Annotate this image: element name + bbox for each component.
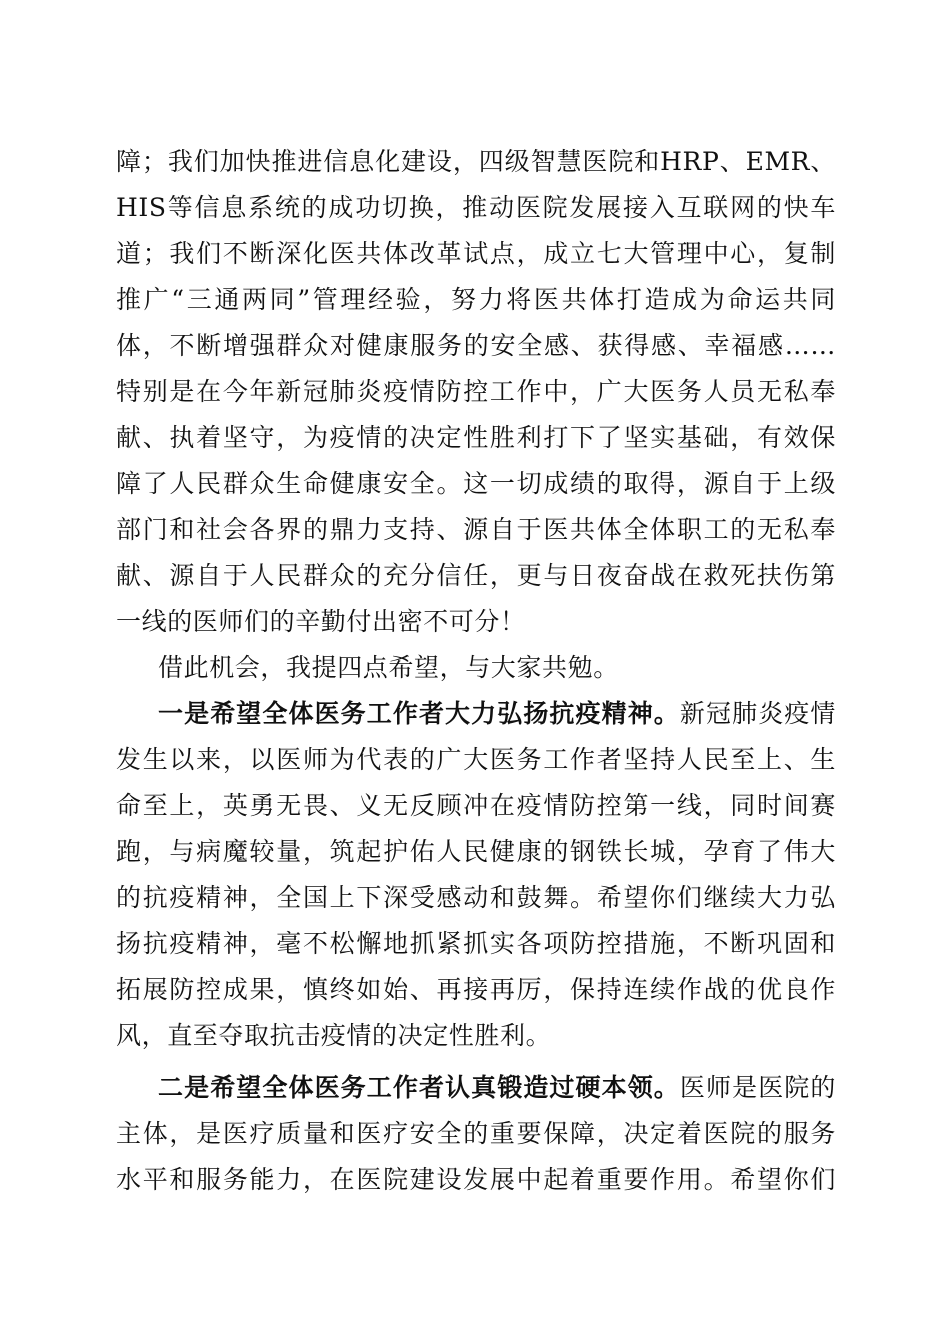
body-line-7: 献、执着坚守，为疫情的决定性胜利打下了坚实基础，有效保: [116, 423, 836, 452]
point1-line-6: 扬抗疫精神，毫不松懈地抓紧抓实各项防控措施，不断巩固和: [116, 929, 836, 958]
point2-heading: 二是希望全体医务工作者认真锻造过硬本领。: [158, 1073, 680, 1102]
hope-intro: 借此机会，我提四点希望，与大家共勉。: [158, 653, 619, 682]
body-line-3: 道；我们不断深化医共体改革试点，成立七大管理中心，复制: [116, 239, 836, 268]
point2-line-3: 水平和服务能力，在医院建设发展中起着重要作用。希望你们: [116, 1165, 836, 1194]
point2-first-line-rest: 医师是医院的: [679, 1073, 836, 1102]
point1-line-5: 的抗疫精神，全国上下深受感动和鼓舞。希望你们继续大力弘: [116, 883, 836, 912]
body-line-4: 推广“三通两同”管理经验，努力将医共体打造成为命运共同: [116, 285, 836, 314]
body-line-2: HIS等信息系统的成功切换，推动医院发展接入互联网的快车: [116, 193, 836, 222]
point1-line-3: 命至上，英勇无畏、义无反顾冲在疫情防控第一线，同时间赛: [116, 791, 836, 820]
point1-first-line: [158, 692, 836, 736]
body-line-9: 部门和社会各界的鼎力支持、源自于医共体全体职工的无私奉: [116, 515, 836, 544]
body-line-1: 障；我们加快推进信息化建设，四级智慧医院和HRP、EMR、: [116, 147, 836, 176]
body-line-11: 一线的医师们的辛勤付出密不可分！: [116, 607, 526, 636]
point1-heading: 一是希望全体医务工作者大力弘扬抗疫精神。: [158, 699, 680, 728]
point2-first-line: [158, 1066, 836, 1110]
body-line-10: 献、源自于人民群众的充分信任，更与日夜奋战在救死扶伤第: [116, 561, 836, 590]
point1-line-4: 跑，与病魔较量，筑起护佑人民健康的钢铁长城，孕育了伟大: [116, 837, 836, 866]
point1-line-2: 发生以来，以医师为代表的广大医务工作者坚持人民至上、生: [116, 745, 836, 774]
point2-line-2: 主体，是医疗质量和医疗安全的重要保障，决定着医院的服务: [116, 1119, 836, 1148]
body-line-8: 障了人民群众生命健康安全。这一切成绩的取得，源自于上级: [116, 469, 836, 498]
point1-line-8: 风，直至夺取抗击疫情的决定性胜利。: [116, 1021, 552, 1050]
point1-line-7: 拓展防控成果，慎终如始、再接再厉，保持连续作战的优良作: [116, 975, 836, 1004]
body-line-6: 特别是在今年新冠肺炎疫情防控工作中，广大医务人员无私奉: [116, 377, 836, 406]
body-line-5: 体，不断增强群众对健康服务的安全感、获得感、幸福感……: [116, 331, 836, 360]
point1-first-line-rest: 新冠肺炎疫情: [679, 699, 836, 728]
